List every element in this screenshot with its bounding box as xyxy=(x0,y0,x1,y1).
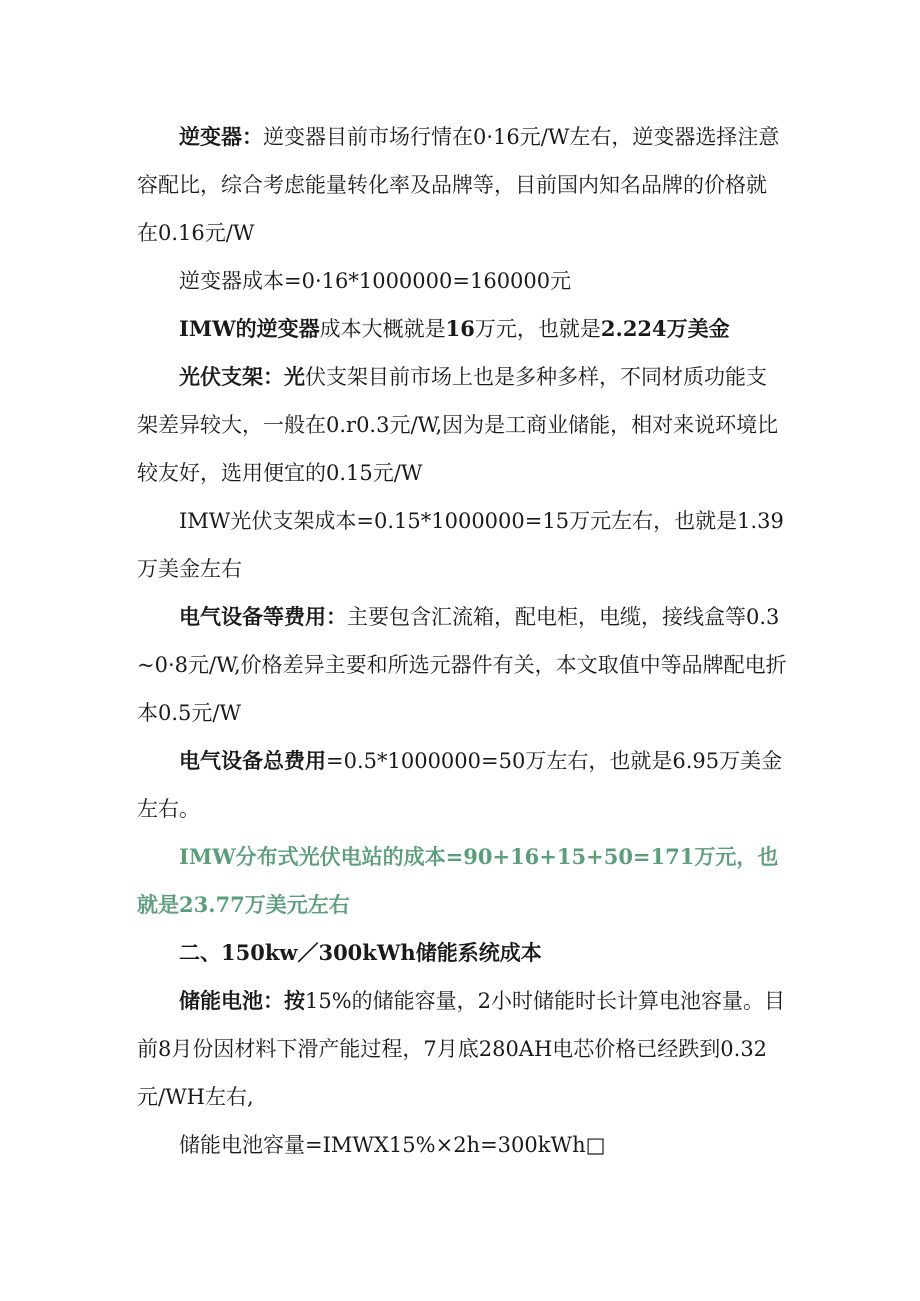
heading-electrical-total: 电气设备总费用 xyxy=(179,748,326,773)
text-inverter-summary-b: 万元，也就是 xyxy=(474,317,601,341)
value-inverter-cny: 16 xyxy=(445,316,475,341)
paragraph-battery xyxy=(137,977,787,1121)
text-inverter-cost: 逆变器成本=0·16*1000000=160000元 xyxy=(179,269,572,293)
paragraph-battery-capacity xyxy=(137,1121,787,1169)
heading-pv-bracket: 光伏支架：光 xyxy=(179,364,305,389)
heading-inverter-summary: IMW的逆变器 xyxy=(179,316,320,341)
paragraph-pv-bracket-cost xyxy=(137,497,787,593)
paragraph-electrical-total xyxy=(137,737,787,833)
text-inverter-summary-a: 成本大概就是 xyxy=(319,317,446,341)
value-inverter-usd: 2.224 xyxy=(600,316,667,341)
paragraph-electrical xyxy=(137,593,787,737)
text-electrical-total: =0.5*1000000=50万左右，也就是6.95万美金左右。 xyxy=(137,749,783,821)
paragraph-inverter-summary xyxy=(137,305,787,353)
paragraph-pv-bracket xyxy=(137,353,787,497)
heading-inverter: 逆变器： xyxy=(179,124,263,149)
text-section-heading-storage: 二、150kw／300kWh储能系统成本 xyxy=(179,940,542,965)
text-pv-station-total: IMW分布式光伏电站的成本=90+16+15+50=171万元，也就是23.77万美元左右 xyxy=(137,844,779,917)
text-pv-bracket: 伏支架目前市场上也是多种多样，不同材质功能支架差异较大，一般在0.r0.3元/W,因为是工商业储能，相对来说环境比较友好，选用便宜的0.15元/W xyxy=(137,365,779,485)
paragraph-inverter-cost xyxy=(137,257,787,305)
text-inverter-summary-c: 万美金 xyxy=(666,316,730,341)
text-battery: 15%的储能容量，2小时储能时长计算电池容量。目前8月份因材料下滑产能过程，7月底280AH电芯价格已经跌到0.32元/WH左右, xyxy=(137,989,786,1109)
paragraph-inverter xyxy=(137,113,787,257)
text-electrical: 主要包含汇流箱，配电柜，电缆，接线盒等0.3~0·8元/W,价格差异主要和所选元器件有关，本文取值中等品牌配电折本0.5元/W xyxy=(137,605,787,725)
paragraph-pv-station-total xyxy=(137,833,787,929)
section-heading-storage xyxy=(137,929,787,977)
heading-battery: 储能电池：按 xyxy=(179,988,305,1013)
text-inverter: 逆变器目前市场行情在0·16元/W左右，逆变器选择注意容配比，综合考虑能量转化率及品牌等，目前国内知名品牌的价格就在0.16元/W xyxy=(137,125,780,245)
text-pv-bracket-cost: IMW光伏支架成本=0.15*1000000=15万元左右，也就是1.39万美金左右 xyxy=(137,509,784,581)
heading-electrical: 电气设备等费用： xyxy=(179,604,347,629)
text-battery-capacity: 储能电池容量=IMWX15%×2h=300kWh□ xyxy=(179,1133,606,1157)
